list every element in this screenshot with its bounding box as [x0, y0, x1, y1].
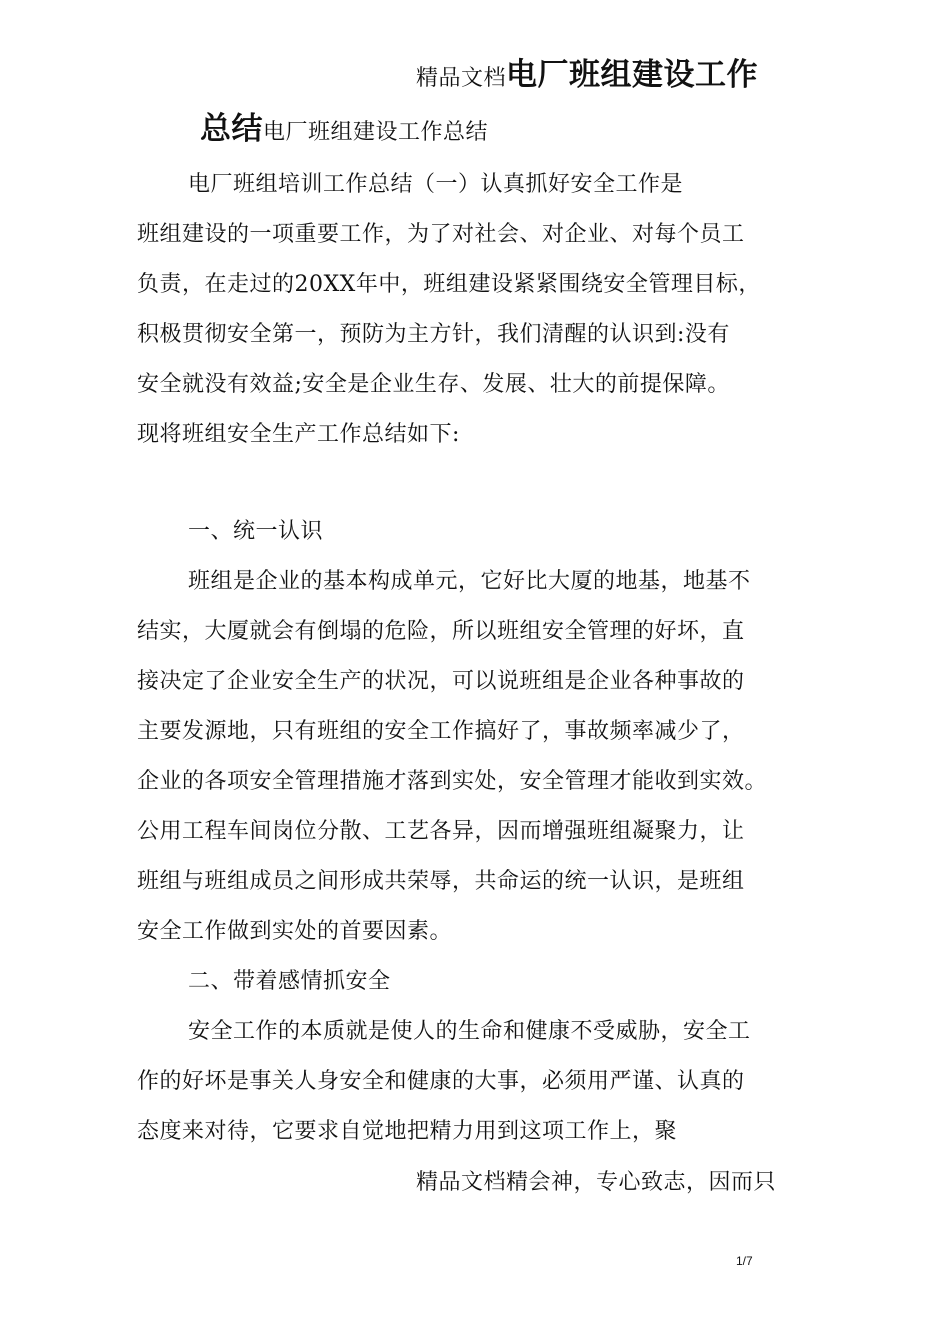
body-line: 公用工程车间岗位分散、工艺各异，因而增强班组凝聚力，让 — [137, 819, 745, 844]
body-line: 负责，在走过的20XX年中，班组建设紧紧围绕安全管理目标， — [137, 272, 761, 297]
title-part-2: 总结 — [200, 111, 263, 147]
body-line: 电厂班组培训工作总结（一）认真抓好安全工作是 — [188, 172, 684, 197]
title-line-2 — [200, 111, 489, 148]
body-line: 现将班组安全生产工作总结如下: — [137, 422, 460, 447]
body-line: 接决定了企业安全生产的状况，可以说班组是企业各种事故的 — [137, 669, 745, 694]
body-line: 主要发源地，只有班组的安全工作搞好了，事故频率减少了， — [137, 719, 745, 744]
header-prefix: 精品文档 — [416, 66, 507, 91]
body-line: 班组是企业的基本构成单元，它好比大厦的地基，地基不 — [188, 569, 751, 594]
body-line: 结实，大厦就会有倒塌的危险，所以班组安全管理的好坏，直 — [137, 619, 745, 644]
title-part-1: 电厂班组建设工作 — [506, 57, 759, 93]
section-heading: 二、带着感情抓安全 — [188, 969, 391, 994]
page-number: 1/7 — [736, 1254, 753, 1268]
footer-text: 精品文档精会神，专心致志，因而只 — [416, 1170, 777, 1195]
body-line: 积极贯彻安全第一，预防为主方针，我们清醒的认识到:没有 — [137, 322, 730, 347]
body-line: 态度来对待，它要求自觉地把精力用到这项工作上，聚 — [137, 1119, 678, 1144]
body-line: 安全工作做到实处的首要因素。 — [137, 919, 453, 944]
body-line: 安全工作的本质就是使人的生命和健康不受威胁，安全工 — [188, 1019, 751, 1044]
section-heading: 一、统一认识 — [188, 519, 324, 544]
body-line: 作的好坏是事关人身安全和健康的大事，必须用严谨、认真的 — [137, 1069, 745, 1094]
title-line-1 — [416, 57, 759, 94]
body-line: 班组建设的一项重要工作，为了对社会、对企业、对每个员工 — [137, 222, 745, 247]
subtitle: 电厂班组建设工作总结 — [263, 120, 489, 145]
body-line: 企业的各项安全管理措施才落到实处，安全管理才能收到实效。 — [137, 769, 768, 794]
body-line: 安全就没有效益;安全是企业生存、发展、壮大的前提保障。 — [137, 372, 730, 397]
body-line: 班组与班组成员之间形成共荣辱，共命运的统一认识，是班组 — [137, 869, 745, 894]
